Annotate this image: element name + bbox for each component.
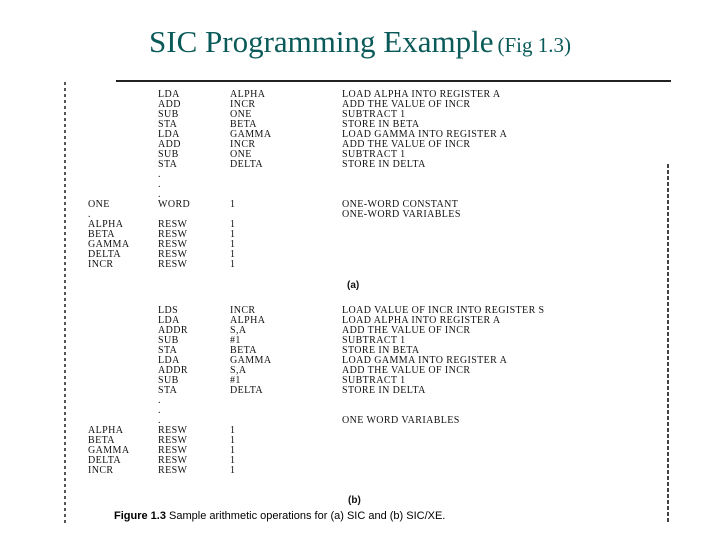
listing-label: GAMMA xyxy=(88,239,130,250)
listing-op: STA xyxy=(158,119,178,130)
listing-operand: ALPHA xyxy=(230,315,266,326)
listing-op: . xyxy=(158,395,161,406)
listing-comment: LOAD GAMMA INTO REGISTER A xyxy=(342,129,508,140)
listing-label: . xyxy=(88,209,91,220)
listing-operand: 1 xyxy=(230,259,236,270)
listing-label: GAMMA xyxy=(88,445,130,456)
listing-comment: STORE IN DELTA xyxy=(342,159,426,170)
listing-op: SUB xyxy=(158,149,179,160)
listing-op: ADD xyxy=(158,139,181,150)
listing-label: BETA xyxy=(88,229,115,240)
listing-op: LDA xyxy=(158,129,180,140)
listing-op: LDS xyxy=(158,305,179,316)
figure-caption-text: Sample arithmetic operations for (a) SIC and (b) SIC/XE. xyxy=(169,510,446,522)
listing-label: DELTA xyxy=(88,249,122,260)
figure-caption xyxy=(114,510,445,522)
listing-operand: 1 xyxy=(230,229,236,240)
slide-title-text: SIC Programming Example xyxy=(149,24,494,59)
listing-op: LDA xyxy=(158,315,180,326)
listing-comment: LOAD VALUE OF INCR INTO REGISTER S xyxy=(342,305,545,316)
figure-left-edge xyxy=(64,82,66,526)
listing-operand: 1 xyxy=(230,239,236,250)
figure-caption-number: Figure 1.3 xyxy=(114,510,166,522)
listing-op: . xyxy=(158,415,161,426)
slide-title xyxy=(0,24,720,60)
listing-label: DELTA xyxy=(88,455,122,466)
listing-comment: SUBTRACT 1 xyxy=(342,109,406,120)
listing-operand: 1 xyxy=(230,435,236,446)
listing-operand: #1 xyxy=(230,335,241,346)
listing-comment: SUBTRACT 1 xyxy=(342,375,406,386)
listing-operand: 1 xyxy=(230,455,236,466)
listing-op: STA xyxy=(158,385,178,396)
listing-comment: LOAD ALPHA INTO REGISTER A xyxy=(342,89,501,100)
listing-comment: STORE IN DELTA xyxy=(342,385,426,396)
listing-comment: ADD THE VALUE OF INCR xyxy=(342,139,471,150)
listing-operand: GAMMA xyxy=(230,355,272,366)
listing-operand: 1 xyxy=(230,219,236,230)
listing-op: SUB xyxy=(158,335,179,346)
listing-op: . xyxy=(158,179,161,190)
listing-comment: SUBTRACT 1 xyxy=(342,335,406,346)
listing-comment: STORE IN BETA xyxy=(342,345,420,356)
listing-operand: ONE xyxy=(230,149,252,160)
part-b-label: (b) xyxy=(348,495,361,506)
listing-operand: 1 xyxy=(230,465,236,476)
listing-op: SUB xyxy=(158,109,179,120)
part-a-label: (a) xyxy=(347,280,360,291)
listing-op: RESW xyxy=(158,435,188,446)
listing-op: . xyxy=(158,189,161,200)
listing-operand: DELTA xyxy=(230,159,264,170)
listing-comment: LOAD ALPHA INTO REGISTER A xyxy=(342,315,501,326)
slide-title-figure-ref: (Fig 1.3) xyxy=(497,33,571,57)
listing-operand: 1 xyxy=(230,445,236,456)
listing-op: STA xyxy=(158,159,178,170)
figure-right-edge xyxy=(667,164,669,524)
listing-label: INCR xyxy=(88,465,114,476)
listing-operand: #1 xyxy=(230,375,241,386)
listing-comment: SUBTRACT 1 xyxy=(342,149,406,160)
listing-comment: ADD THE VALUE OF INCR xyxy=(342,365,471,376)
listing-comment: STORE IN BETA xyxy=(342,119,420,130)
listing-op: STA xyxy=(158,345,178,356)
listing-operand: INCR xyxy=(230,99,256,110)
listing-op: . xyxy=(158,405,161,416)
listing-comment: ONE-WORD CONSTANT xyxy=(342,199,459,210)
listing-operand: ALPHA xyxy=(230,89,266,100)
listing-label: BETA xyxy=(88,435,115,446)
listing-op: ADDR xyxy=(158,325,188,336)
listing-operand: GAMMA xyxy=(230,129,272,140)
listing-op: RESW xyxy=(158,425,188,436)
listing-op: RESW xyxy=(158,229,188,240)
listing-op: RESW xyxy=(158,219,188,230)
listing-comment: ADD THE VALUE OF INCR xyxy=(342,325,471,336)
listing-operand: INCR xyxy=(230,139,256,150)
listing-label: ONE xyxy=(88,199,110,210)
listing-comment: ONE-WORD VARIABLES xyxy=(342,209,461,220)
listing-comment: LOAD GAMMA INTO REGISTER A xyxy=(342,355,508,366)
listing-op: RESW xyxy=(158,249,188,260)
listing-operand: ONE xyxy=(230,109,252,120)
listing-operand: BETA xyxy=(230,345,257,356)
listing-op: ADD xyxy=(158,99,181,110)
listing-operand: S,A xyxy=(230,325,247,336)
listing-label: ALPHA xyxy=(88,219,124,230)
listing-op: RESW xyxy=(158,455,188,466)
listing-op: WORD xyxy=(158,199,191,210)
listing-operand: 1 xyxy=(230,249,236,260)
figure-scan xyxy=(64,78,671,528)
listing-operand: DELTA xyxy=(230,385,264,396)
listing-op: RESW xyxy=(158,239,188,250)
listing-op: RESW xyxy=(158,445,188,456)
listing-op: LDA xyxy=(158,89,180,100)
listing-operand: BETA xyxy=(230,119,257,130)
listing-operand: S,A xyxy=(230,365,247,376)
listing-op: ADDR xyxy=(158,365,188,376)
listing-operand: INCR xyxy=(230,305,256,316)
listing-op: RESW xyxy=(158,465,188,476)
listing-op: SUB xyxy=(158,375,179,386)
listing-op: LDA xyxy=(158,355,180,366)
listing-label: INCR xyxy=(88,259,114,270)
listing-op: RESW xyxy=(158,259,188,270)
listing-label: ALPHA xyxy=(88,425,124,436)
listing-operand: 1 xyxy=(230,199,236,210)
listing-comment: ADD THE VALUE OF INCR xyxy=(342,99,471,110)
listing-comment: ONE WORD VARIABLES xyxy=(342,415,460,426)
figure-top-rule xyxy=(116,80,671,82)
listing-operand: 1 xyxy=(230,425,236,436)
listing-op: . xyxy=(158,169,161,180)
